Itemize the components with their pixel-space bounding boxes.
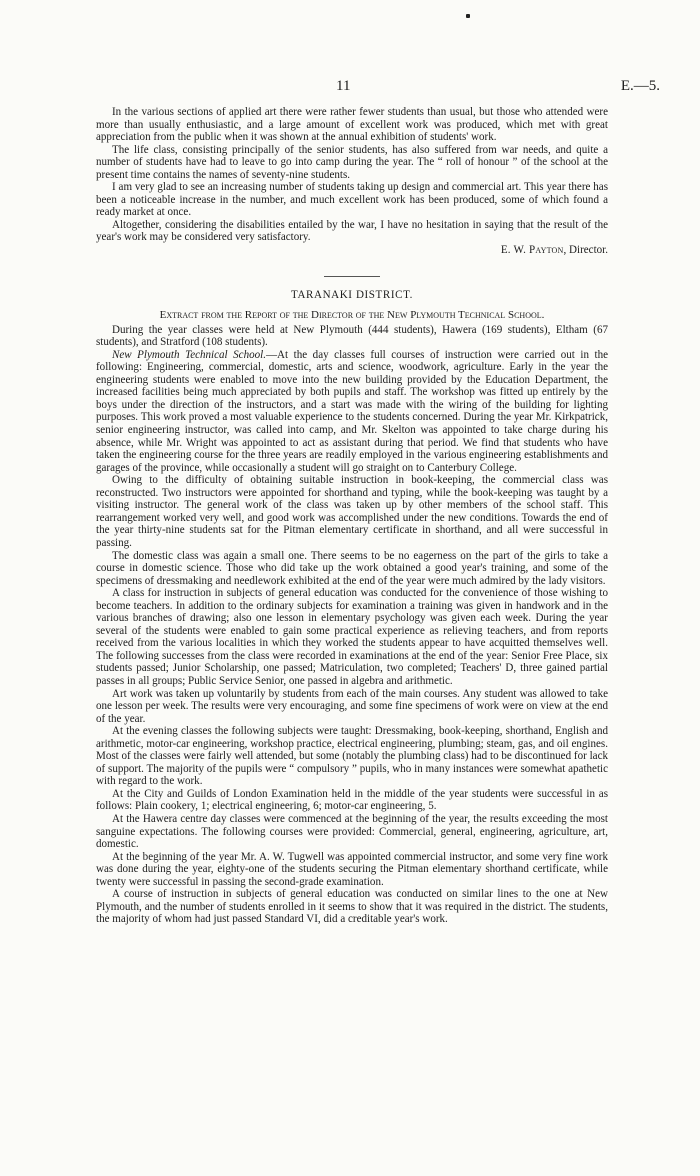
paragraph: Altogether, considering the disabilities entailed by the war, I have no hesitation in saying that the result of the year's work may be considered very satisfactory. bbox=[96, 218, 608, 244]
italic-heading: New Plymouth Technical School. bbox=[112, 348, 266, 361]
paragraph bbox=[96, 349, 608, 474]
paragraph: At the Hawera centre day classes were commenced at the beginning of the year, the results exceeding the most sanguine expectations. The following courses were provided: Commercial, general, engineering, agriculture, art, domestic. bbox=[96, 812, 608, 851]
page-header bbox=[0, 78, 700, 98]
paragraph: The domestic class was again a small one. There seems to be no eagerness on the part of the girls to take a course in domestic science. Those who did take up the work obtained a good year's training, and some of the specimens of dressmaking and needlework exhibited at the end of the year were much admired by the lady visitors. bbox=[96, 549, 608, 587]
paragraph-text: —At the day classes full courses of instruction were carried out in the following: Engineering, commercial, domestic, arts and science, woodwork, agriculture. Early in the year the engineering students were enabled to move into the new building provided by the Education Department, the increased facilities being much appreciated by both pupils and staff. The workshop was fitted up entirely by the boys under the direction of the instructors, and a start was made with the wiring of the building for lighting purposes. This work proved a most valuable experience to the students concerned. During the year Mr. Kirkpatrick, senior engineering instructor, was called into camp, and Mr. Skelton was appointed to take charge during his absence, while Mr. Wright was appointed to act as assistant during that period. We find that students who have taken the engineering course for the three years are readily employed in the various engineering establishments and garages of the province, while occasionally a student will go straight on to Canterbury College. bbox=[96, 348, 609, 474]
signature-name: E. W. Payton bbox=[500, 244, 564, 257]
page-number: 11 bbox=[336, 78, 351, 94]
paragraph: In the various sections of applied art there were rather fewer students than usual, but those who attended were more than usually enthusiastic, and a large amount of excellent work was produced, which met with great appreciation from the public when it was shown at the annual exhibition of students' work. bbox=[96, 106, 608, 144]
paragraph: At the evening classes the following subjects were taught: Dressmaking, book-keeping, shorthand, English and arithmetic, motor-car engineering, workshop practice, electrical engineering, plumbing; steam, gas, and oil engines. Most of the classes were fairly well attended, but some (notably the plumbing class) had to be discontinued for lack of support. The majority of the pupils were “ compulsory ” pupils, who in many instances were somewhat apathetic with regard to the work. bbox=[96, 725, 608, 788]
paragraph: A course of instruction in subjects of general education was conducted on similar lines to the one at New Plymouth, and the number of students enrolled in it seems to show that it was required in the district. The students, the majority of whom had just passed Standard VI, did a creditable year's work. bbox=[96, 888, 608, 926]
section-title: TARANAKI DISTRICT. bbox=[290, 288, 413, 301]
page-reference: E.—5. bbox=[620, 78, 660, 94]
section-divider bbox=[324, 276, 380, 277]
signature-title: , Director. bbox=[563, 244, 608, 257]
paragraph: At the City and Guilds of London Examination held in the middle of the year students were successful in as follows: Plain cookery, 1; electrical engineering, 6; motor-car engineering, 5. bbox=[96, 787, 608, 813]
ink-speck bbox=[466, 14, 470, 18]
paragraph: I am very glad to see an increasing number of students taking up design and commercial art. This year there has been a noticeable increase in the number, and much excellent work has been produced, some of which found a ready market at once. bbox=[96, 181, 608, 219]
extract-heading: Extract from the Report of the Director of the New Plymouth Technical School. bbox=[159, 309, 545, 322]
signature bbox=[96, 244, 608, 257]
paragraph: The life class, consisting principally of the senior students, has also suffered from war needs, and quite a number of students have had to leave to go into camp during the year. The “ roll of honour ” of the school at the present time contains the names of seventy-nine students. bbox=[96, 143, 608, 181]
paragraph: A class for instruction in subjects of general education was conducted for the convenience of those wishing to become teachers. In addition to the ordinary subjects for examination a training was given in handwork and in the various branches of drawing; also one lesson in elementary psychology was given each week. During the year several of the students were enabled to gain some practical experience as relieving teachers, and from reports received from the various localities in which they worked the students appear to have acquitted themselves well. The following successes from the class were recorded in examinations at the end of the year: Senior Free Place, six students passed; Junior Scholarship, one passed; Matriculation, two completed; Teachers' D, three gained partial passes in all groups; Public Service Senior, one passed in algebra and arithmetic. bbox=[96, 587, 608, 687]
paragraph: At the beginning of the year Mr. A. W. Tugwell was appointed commercial instructor, and some very fine work was done during the year, eighty-one of the students securing the Pitman elementary shorthand certificate, while twenty were successful in passing the second-grade examination. bbox=[96, 850, 608, 888]
paragraph: During the year classes were held at New Plymouth (444 students), Hawera (169 students), Eltham (67 students), and Stratford (108 students). bbox=[96, 323, 608, 349]
paragraph: Art work was taken up voluntarily by students from each of the main courses. Any student was allowed to take one lesson per week. The results were very encouraging, and some fine specimens of work were on view at the end of the year. bbox=[96, 687, 608, 725]
paragraph: Owing to the difficulty of obtaining suitable instruction in book-keeping, the commercial class was reconstructed. Two instructors were appointed for shorthand and typing, while the book-keeping was taught by a visiting instructor. The general work of the class was taken up by other members of the school staff. This rearrangement worked very well, and good work was accomplished under the new conditions. Towards the end of the year thirty-nine students sat for the Pitman elementary certificate in shorthand, and all were successful in passing. bbox=[96, 474, 608, 549]
document-body bbox=[96, 106, 608, 926]
